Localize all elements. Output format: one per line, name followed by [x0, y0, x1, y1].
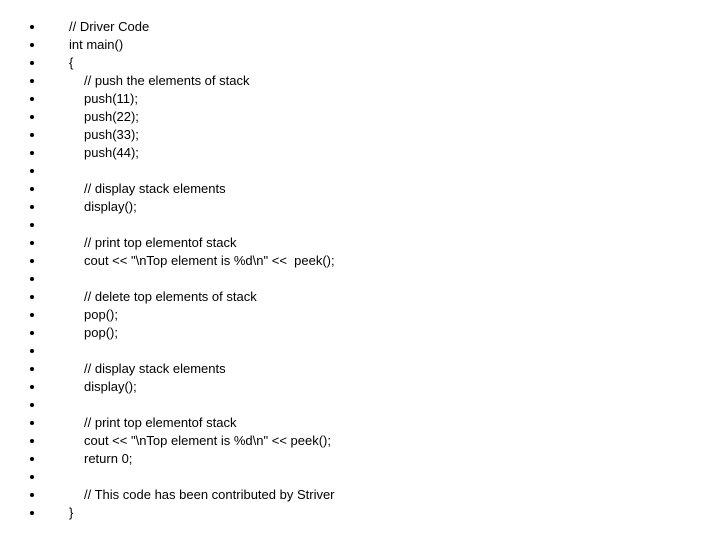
code-text: // print top elementof stack: [84, 235, 237, 250]
code-text: display();: [84, 199, 137, 214]
code-text: // This code has been contributed by Striver: [84, 487, 335, 502]
code-text: // display stack elements: [84, 361, 226, 376]
bullet-icon: [30, 313, 34, 317]
code-text: push(22);: [84, 109, 139, 124]
bullet-icon: [30, 511, 34, 515]
code-text: // push the elements of stack: [84, 73, 250, 88]
code-text: // print top elementof stack: [84, 415, 237, 430]
code-text: cout << "\nTop element is %d\n" << peek();: [84, 253, 335, 268]
bullet-icon: [30, 349, 34, 353]
bullet-icon: [30, 169, 34, 173]
code-text: // delete top elements of stack: [84, 289, 257, 304]
code-text: pop();: [84, 325, 118, 340]
bullet-icon: [30, 439, 34, 443]
code-text: }: [69, 505, 74, 520]
bullet-icon: [30, 457, 34, 461]
code-text: {: [69, 55, 74, 70]
bullet-icon: [30, 385, 34, 389]
bullet-icon: [30, 421, 34, 425]
bullet-icon: [30, 115, 34, 119]
code-text: return 0;: [84, 451, 133, 466]
bullet-icon: [30, 43, 34, 47]
bullet-icon: [30, 205, 34, 209]
code-text: pop();: [84, 307, 118, 322]
bullet-icon: [30, 367, 34, 371]
bullet-icon: [30, 223, 34, 227]
bullet-icon: [30, 151, 34, 155]
bullet-icon: [30, 331, 34, 335]
code-text: push(11);: [84, 91, 138, 106]
code-text: cout << "\nTop element is %d\n" << peek();: [84, 433, 331, 448]
code-text: display();: [84, 379, 137, 394]
bullet-icon: [30, 259, 34, 263]
bullet-icon: [30, 295, 34, 299]
bullet-icon: [30, 79, 34, 83]
code-text: // Driver Code: [69, 19, 150, 34]
bullet-icon: [30, 61, 34, 65]
bullet-icon: [30, 133, 34, 137]
bullet-icon: [30, 241, 34, 245]
code-text: // display stack elements: [84, 181, 226, 196]
code-text: int main(): [69, 37, 124, 52]
bullet-icon: [30, 493, 34, 497]
bullet-icon: [30, 187, 34, 191]
bullet-icon: [30, 277, 34, 281]
code-text: push(33);: [84, 127, 139, 142]
bullet-icon: [30, 97, 34, 101]
code-text: push(44);: [84, 145, 139, 160]
bullet-icon: [30, 25, 34, 29]
bullet-icon: [30, 475, 34, 479]
bullet-icon: [30, 403, 34, 407]
